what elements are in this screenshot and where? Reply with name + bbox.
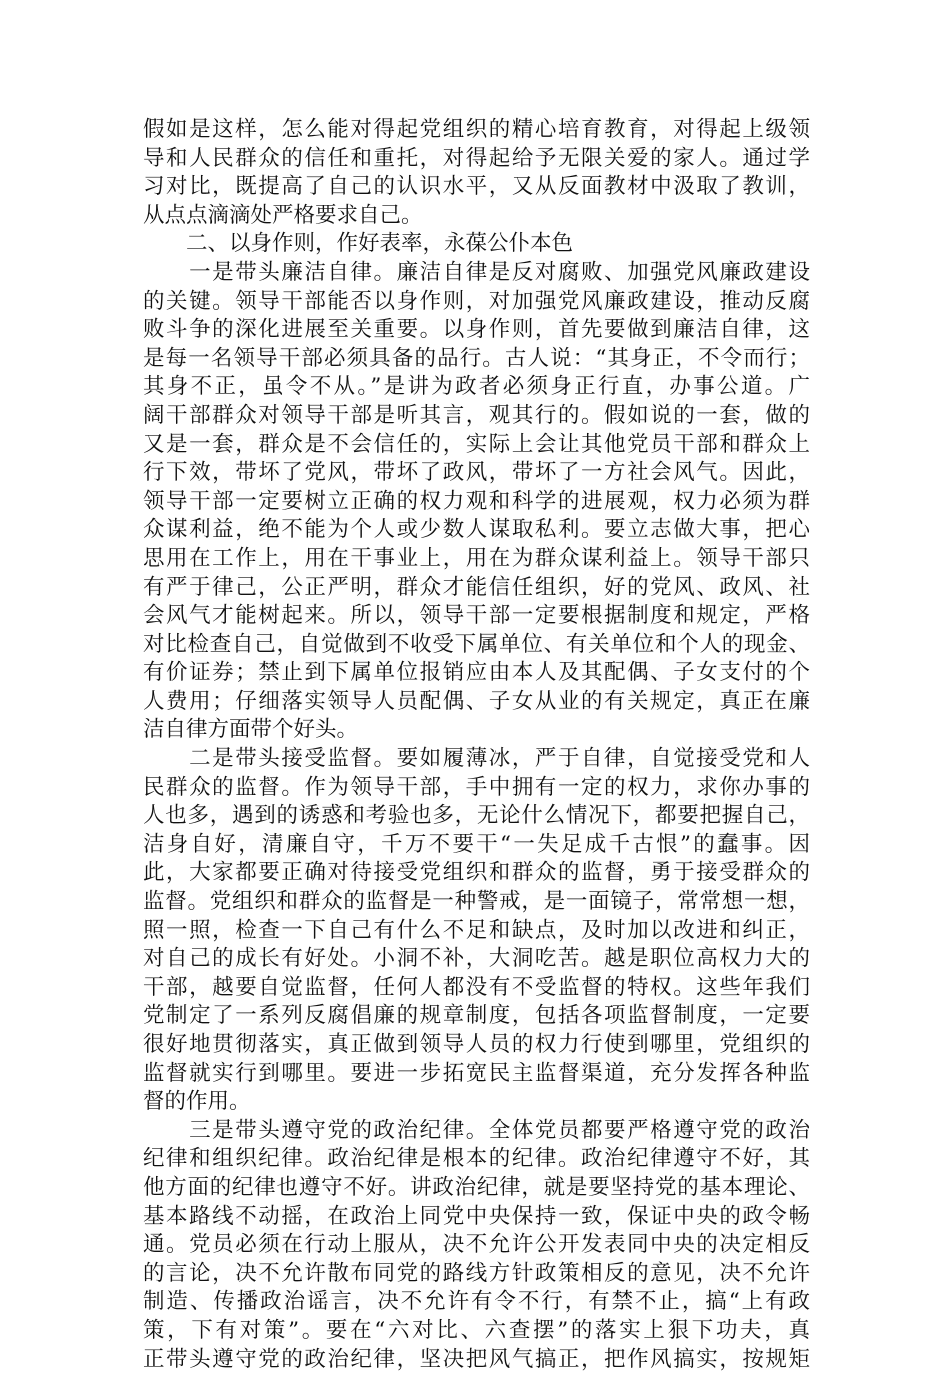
text-line: 很好地贯彻落实，真正做到领导人员的权力行使到哪里，党组织的 [143, 1032, 810, 1057]
text-line: 的言论，决不允许散布同党的路线方针政策相反的意见，决不允许 [143, 1260, 810, 1286]
text-line: 洁自律方面带个好头。 [143, 717, 359, 743]
text-line: 一是带头廉洁自律。廉洁自律是反对腐败、加强党风廉政建设 [143, 259, 810, 285]
text-line: 二是带头接受监督。要如履薄冰，严于自律，自觉接受党和人 [143, 746, 810, 772]
text-line: 党制定了一系列反腐倡廉的规章制度，包括各项监督制度，一定要 [143, 1003, 810, 1029]
text-line: 又是一套，群众是不会信任的，实际上会让其他党员干部和群众上 [143, 431, 810, 457]
text-line: 正带头遵守党的政治纪律，坚决把风气搞正，把作风搞实，按规矩 [143, 1346, 810, 1372]
text-line: 阔干部群众对领导干部是听其言，观其行的。假如说的一套，做的 [143, 402, 810, 428]
text-line: 假如是这样，怎么能对得起党组织的精心培育教育，对得起上级领 [143, 117, 810, 142]
text-line: 有严于律己，公正严明，群众才能信任组织，好的党风、政风、社 [143, 574, 810, 600]
text-line: 人费用；仔细落实领导人员配偶、子女从业的有关规定，真正在廉 [143, 688, 810, 714]
document-page [143, 116, 810, 1374]
text-line: 导和人民群众的信任和重托，对得起给予无限关爱的家人。通过学 [143, 145, 810, 171]
text-line: 败斗争的深化进展至关重要。以身作则，首先要做到廉洁自律，这 [143, 317, 810, 343]
text-line: 对比检查自己，自觉做到不收受下属单位、有关单位和个人的现金、 [143, 631, 810, 657]
text-line: 其身不正，虽令不从。”是讲为政者必须身正行直，办事公道。广 [143, 374, 810, 400]
text-line: 监督就实行到哪里。要进一步拓宽民主监督渠道，充分发挥各种监 [143, 1060, 810, 1086]
text-line: 领导干部一定要树立正确的权力观和科学的进展观，权力必须为群 [143, 488, 810, 514]
text-line: 督的作用。 [143, 1089, 251, 1115]
text-line: 纪律和组织纪律。政治纪律是根本的纪律。政治纪律遵守不好，其 [143, 1146, 810, 1172]
text-line: 此，大家都要正确对待接受党组织和群众的监督，勇于接受群众的 [143, 860, 810, 886]
text-line: 三是带头遵守党的政治纪律。全体党员都要严格遵守党的政治 [143, 1117, 810, 1143]
text-line: 监督。党组织和群众的监督是一种警戒，是一面镜子，常常想一想， [143, 889, 810, 915]
text-line: 民群众的监督。作为领导干部，手中拥有一定的权力，求你办事的 [143, 774, 810, 800]
text-line: 有价证券；禁止到下属单位报销应由本人及其配偶、子女支付的个 [143, 660, 810, 686]
text-line: 洁身自好，清廉自守，千万不要干“一失足成千古恨”的蠢事。因 [143, 831, 810, 857]
text-line: 是每一名领导干部必须具备的品行。古人说：“其身正，不令而行； [143, 345, 810, 371]
text-line: 基本路线不动摇，在政治上同党中央保持一致，保证中央的政令畅 [143, 1203, 810, 1229]
text-line: 干部，越要自觉监督，任何人都没有不受监督的特权。这些年我们 [143, 974, 810, 1000]
text-line: 人也多，遇到的诱惑和考验也多，无论什么情况下，都要把握自己， [143, 803, 810, 829]
text-line: 照一照，检查一下自己有什么不足和缺点，及时加以改进和纠正， [143, 917, 810, 943]
text-line: 思用在工作上，用在干事业上，用在为群众谋利益上。领导干部只 [143, 545, 810, 571]
text-line: 他方面的纪律也遵守不好。讲政治纪律，就是要坚持党的基本理论、 [143, 1174, 810, 1200]
text-line: 对自己的成长有好处。小洞不补，大洞吃苦。越是职位高权力大的 [143, 946, 810, 972]
text-line: 行下效，带坏了党风，带坏了政风，带坏了一方社会风气。因此， [143, 460, 810, 486]
text-line: 的关键。领导干部能否以身作则，对加强党风廉政建设，推动反腐 [143, 288, 810, 314]
text-line: 策，下有对策”。要在“六对比、六查摆”的落实上狠下功夫，真 [143, 1317, 810, 1343]
text-line: 通。党员必须在行动上服从，决不允许公开发表同中央的决定相反 [143, 1232, 810, 1258]
text-line: 习对比，既提高了自己的认识水平，又从反面教材中汲取了教训， [143, 174, 810, 200]
text-line: 从点点滴滴处严格要求自己。 [143, 202, 423, 228]
text-line: 制造、传播政治谣言，决不允许有令不行，有禁不止，搞“上有政 [143, 1289, 810, 1315]
text-line: 会风气才能树起来。所以，领导干部一定要根据制度和规定，严格 [143, 603, 810, 629]
text-line: 二、以身作则，作好表率，永葆公仆本色 [143, 231, 574, 257]
text-line: 众谋利益，绝不能为个人或少数人谋取私利。要立志做大事，把心 [143, 517, 810, 543]
